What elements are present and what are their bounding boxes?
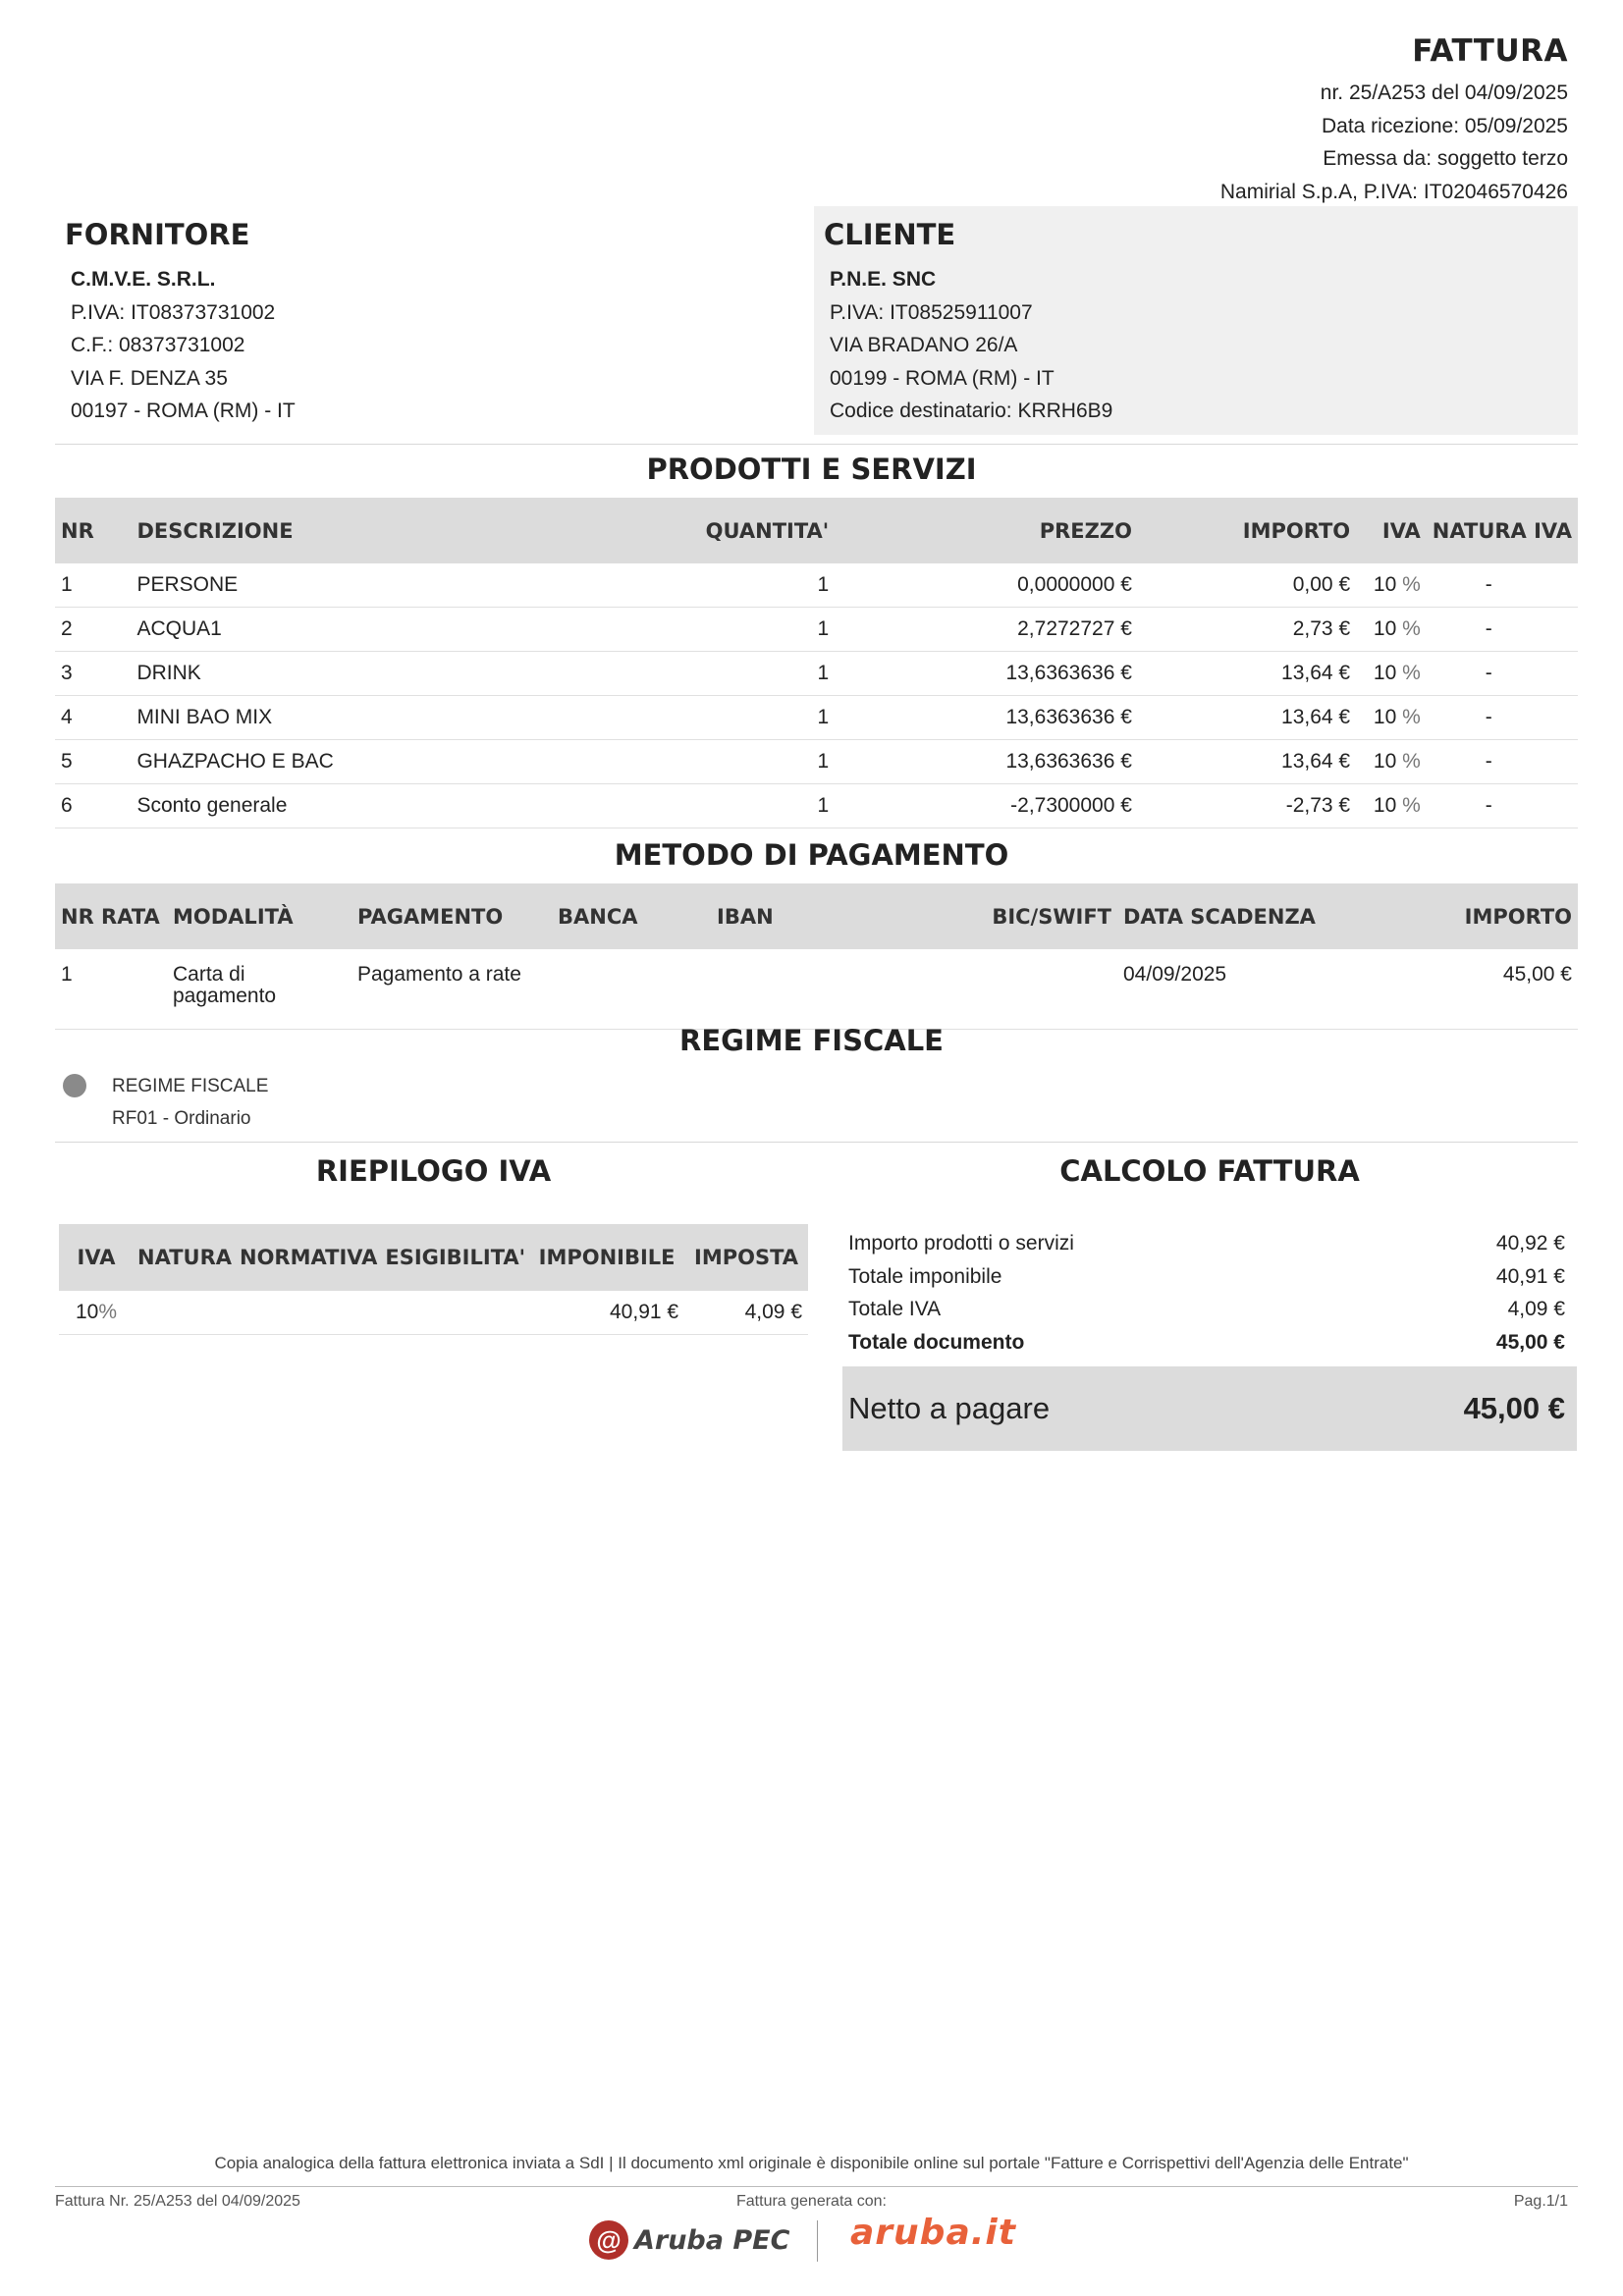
tax-regime-value: RF01 - Ordinario	[112, 1108, 251, 1129]
row-qty: 1	[628, 696, 836, 740]
table-row	[55, 949, 1578, 1030]
row-iva	[1356, 696, 1427, 740]
calc-row	[842, 1227, 1577, 1260]
row-desc: GHAZPACHO E BAC	[131, 740, 627, 784]
row-natura	[1427, 608, 1578, 652]
row-imponibile: 40,91 €	[529, 1291, 684, 1335]
col-normativa: NORMATIVA	[236, 1224, 381, 1291]
table-row	[55, 563, 1578, 608]
row-desc: MINI BAO MIX	[131, 696, 627, 740]
percent-sign: %	[1402, 706, 1421, 728]
col-natura: NATURA	[134, 1224, 236, 1291]
row-amount: 13,64 €	[1138, 696, 1356, 740]
aruba-logo: aruba.it	[850, 2213, 1016, 2253]
calc-row-total	[842, 1326, 1577, 1360]
client-block	[814, 206, 1578, 435]
net-to-pay-value: 45,00 €	[1463, 1391, 1565, 1425]
row-qty: 1	[628, 608, 836, 652]
col-imponibile: IMPONIBILE	[529, 1224, 684, 1291]
calc-value: 4,09 €	[1507, 1298, 1565, 1320]
row-desc: ACQUA1	[131, 608, 627, 652]
col-quantita: QUANTITA'	[628, 498, 836, 563]
calc-row	[842, 1260, 1577, 1294]
footer-invoice-ref: Fattura Nr. 25/A253 del 04/09/2025	[55, 2193, 300, 2210]
issued-by: Emessa da: soggetto terzo	[1323, 147, 1568, 170]
row-importo: 45,00 €	[1355, 949, 1578, 1030]
col-imposta: IMPOSTA	[684, 1224, 808, 1291]
tax-regime-title: REGIME FISCALE	[678, 1024, 944, 1057]
divider	[55, 444, 1578, 445]
col-iban: IBAN	[711, 883, 939, 949]
row-amount: 13,64 €	[1138, 652, 1356, 696]
row-iva	[1356, 563, 1427, 608]
invoice-calc-title: CALCOLO FATTURA	[1059, 1154, 1360, 1188]
row-banca	[552, 949, 711, 1030]
col-nr: NR	[55, 498, 131, 563]
row-nr: 1	[55, 563, 131, 608]
row-natura	[1427, 784, 1578, 828]
col-data-scadenza: DATA SCADENZA	[1117, 883, 1355, 949]
payment-header-row	[55, 883, 1578, 949]
calc-value: 40,91 €	[1495, 1264, 1565, 1288]
row-nr: 3	[55, 652, 131, 696]
net-to-pay-label: Netto a pagare	[848, 1391, 1051, 1425]
row-scadenza: 04/09/2025	[1117, 949, 1355, 1030]
row-natura	[1427, 652, 1578, 696]
iva-value: 10	[75, 1301, 99, 1323]
row-price: 2,7272727 €	[835, 608, 1138, 652]
supplier-block	[55, 208, 782, 428]
client-code: Codice destinatario: KRRH6B9	[830, 400, 1113, 423]
table-row	[55, 652, 1578, 696]
row-amount: 0,00 €	[1138, 563, 1356, 608]
logo-separator	[817, 2220, 818, 2262]
table-row	[55, 608, 1578, 652]
row-normativa	[236, 1291, 381, 1335]
calc-value: 45,00 €	[1495, 1330, 1565, 1354]
modalita-line1: Carta di	[173, 963, 245, 986]
row-iva	[1356, 652, 1427, 696]
calc-label: Totale imponibile	[848, 1264, 1002, 1288]
tax-regime-label: REGIME FISCALE	[112, 1076, 269, 1096]
col-iva: IVA	[59, 1224, 134, 1291]
vat-summary-title: RIEPILOGO IVA	[315, 1154, 552, 1188]
footer-note: Copia analogica della fattura elettronica inviata a SdI | Il documento xml originale è disponibile online sul portale "Fatture e Corrispettivi dell'Agenzia delle Entrate"	[214, 2154, 1409, 2172]
row-esigibilita	[381, 1291, 529, 1335]
supplier-cf: C.F.: 08373731002	[71, 334, 245, 357]
percent-sign: %	[1402, 662, 1421, 684]
row-natura	[1427, 563, 1578, 608]
at-icon: @	[589, 2220, 628, 2260]
col-banca: BANCA	[552, 883, 711, 949]
col-nr-rata: NR RATA	[55, 883, 167, 949]
supplier-address: VIA F. DENZA 35	[71, 366, 228, 390]
row-nr: 2	[55, 608, 131, 652]
document-meta	[1220, 77, 1568, 208]
footer-generated-with: Fattura generata con:	[736, 2193, 887, 2210]
row-amount: -2,73 €	[1138, 784, 1356, 828]
row-qty: 1	[628, 740, 836, 784]
row-qty: 1	[628, 784, 836, 828]
percent-sign: %	[98, 1301, 118, 1323]
col-iva: IVA	[1356, 498, 1427, 563]
row-natura	[1427, 696, 1578, 740]
supplier-name: C.M.V.E. S.R.L.	[71, 268, 216, 291]
row-iva	[1356, 740, 1427, 784]
invoice-number: nr. 25/A253 del 04/09/2025	[1320, 81, 1568, 104]
percent-sign: %	[1402, 617, 1421, 640]
natura-value: -	[1485, 794, 1492, 817]
client-name: P.N.E. SNC	[830, 268, 937, 291]
aruba-pec-logo	[589, 2218, 789, 2262]
supplier-piva: P.IVA: IT08373731002	[71, 300, 276, 324]
row-price: 13,6363636 €	[835, 696, 1138, 740]
supplier-title: FORNITORE	[65, 218, 250, 251]
products-title: PRODOTTI E SERVIZI	[646, 453, 977, 486]
row-pagamento: Pagamento a rate	[352, 949, 552, 1030]
supplier-city: 00197 - ROMA (RM) - IT	[71, 400, 296, 423]
row-price: 0,0000000 €	[835, 563, 1138, 608]
col-pagamento: PAGAMENTO	[352, 883, 552, 949]
row-nr-rata: 1	[55, 949, 167, 1030]
vat-summary-table	[59, 1224, 808, 1335]
row-iva	[1356, 784, 1427, 828]
table-row	[55, 740, 1578, 784]
footer-page-number: Pag.1/1	[1513, 2193, 1568, 2210]
row-desc: Sconto generale	[131, 784, 627, 828]
percent-sign: %	[1402, 573, 1421, 596]
iva-value: 10	[1373, 617, 1397, 640]
document-title: FATTURA	[1412, 33, 1568, 69]
row-desc: DRINK	[131, 652, 627, 696]
aruba-pec-logo-text: Aruba PEC	[634, 2224, 790, 2256]
iva-value: 10	[1373, 662, 1397, 684]
col-prezzo: PREZZO	[835, 498, 1138, 563]
natura-value: -	[1485, 662, 1492, 684]
row-iva	[59, 1291, 134, 1335]
divider	[55, 1142, 1578, 1143]
natura-value: -	[1485, 706, 1492, 728]
modalita-line2: pagamento	[173, 985, 277, 1007]
client-title: CLIENTE	[824, 218, 956, 251]
row-desc: PERSONE	[131, 563, 627, 608]
vat-header-row	[59, 1224, 808, 1291]
bullet-icon	[63, 1074, 86, 1097]
calc-value: 40,92 €	[1495, 1232, 1565, 1255]
calc-label: Totale documento	[848, 1330, 1025, 1354]
row-modalita	[167, 949, 352, 1030]
calc-label: Totale IVA	[848, 1298, 942, 1320]
row-iban	[711, 949, 939, 1030]
col-esigibilita: ESIGIBILITA'	[381, 1224, 529, 1291]
col-descrizione: DESCRIZIONE	[131, 498, 627, 563]
products-header-row	[55, 498, 1578, 563]
calc-label: Importo prodotti o servizi	[848, 1232, 1074, 1255]
col-importo: IMPORTO	[1355, 883, 1578, 949]
row-iva	[1356, 608, 1427, 652]
row-natura	[134, 1291, 236, 1335]
natura-value: -	[1485, 617, 1492, 640]
iva-value: 10	[1373, 750, 1397, 773]
percent-sign: %	[1402, 794, 1421, 817]
table-row	[55, 784, 1578, 828]
iva-value: 10	[1373, 794, 1397, 817]
payment-table	[55, 883, 1578, 1030]
net-to-pay	[842, 1366, 1577, 1451]
received-date: Data ricezione: 05/09/2025	[1321, 114, 1568, 137]
row-price: 13,6363636 €	[835, 740, 1138, 784]
row-price: -2,7300000 €	[835, 784, 1138, 828]
client-city: 00199 - ROMA (RM) - IT	[830, 366, 1055, 390]
percent-sign: %	[1402, 750, 1421, 773]
row-nr: 5	[55, 740, 131, 784]
iva-value: 10	[1373, 706, 1397, 728]
payment-title: METODO DI PAGAMENTO	[614, 838, 1009, 872]
col-bic: BIC/SWIFT	[939, 883, 1117, 949]
row-qty: 1	[628, 652, 836, 696]
iva-value: 10	[1373, 573, 1397, 596]
col-modalita: MODALITÀ	[167, 883, 352, 949]
row-amount: 13,64 €	[1138, 740, 1356, 784]
client-address: VIA BRADANO 26/A	[830, 334, 1018, 357]
footer-divider	[55, 2186, 1578, 2187]
col-natura-iva: NATURA IVA	[1427, 498, 1578, 563]
row-qty: 1	[628, 563, 836, 608]
invoice-calc	[842, 1227, 1577, 1359]
natura-value: -	[1485, 750, 1492, 773]
col-importo: IMPORTO	[1138, 498, 1356, 563]
issuer: Namirial S.p.A, P.IVA: IT02046570426	[1219, 180, 1568, 203]
row-bic	[939, 949, 1117, 1030]
row-imposta: 4,09 €	[684, 1291, 808, 1335]
row-amount: 2,73 €	[1138, 608, 1356, 652]
row-nr: 4	[55, 696, 131, 740]
products-table	[55, 498, 1578, 828]
natura-value: -	[1485, 573, 1492, 596]
row-nr: 6	[55, 784, 131, 828]
row-natura	[1427, 740, 1578, 784]
calc-row	[842, 1293, 1577, 1326]
table-row	[55, 696, 1578, 740]
client-piva: P.IVA: IT08525911007	[830, 300, 1033, 324]
table-row	[59, 1291, 808, 1335]
row-price: 13,6363636 €	[835, 652, 1138, 696]
